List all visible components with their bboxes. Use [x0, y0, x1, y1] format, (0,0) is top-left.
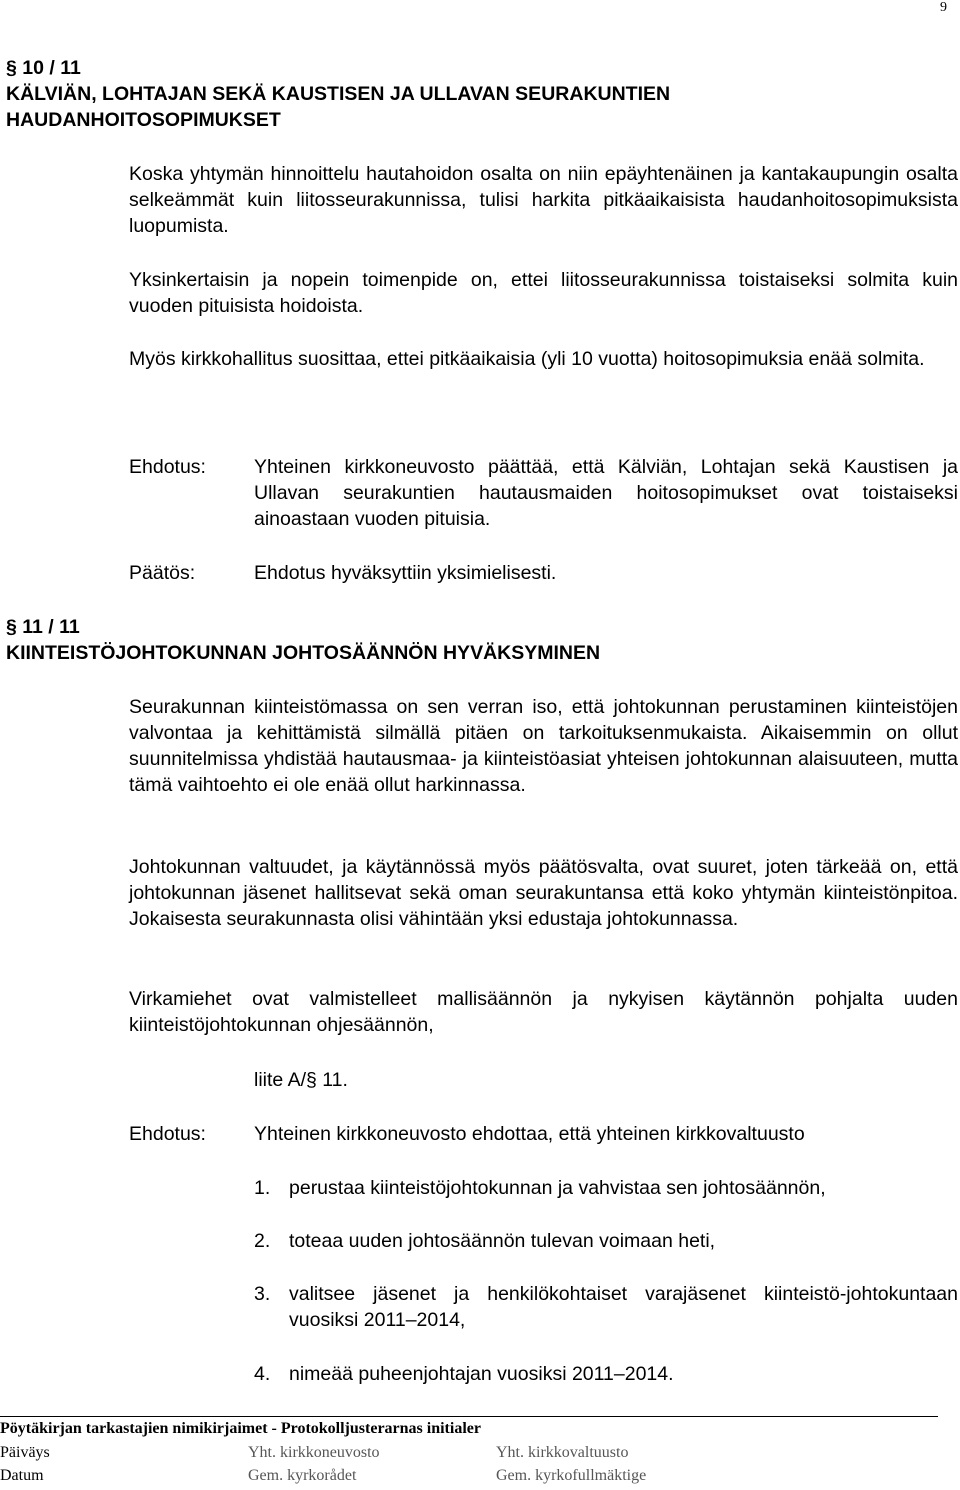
section-11-number: § 11 / 11	[6, 616, 80, 638]
list-item-text: nimeää puheenjohtajan vuosiksi 2011–2014.	[289, 1363, 674, 1385]
section-10-decision-label: Päätös:	[129, 562, 196, 584]
list-item-text: valitsee jäsenet ja henkilökohtaiset varajäsenet kiinteistö-johtokuntaan vuosiksi 2011–2014,	[289, 1283, 958, 1331]
section-10-decision-text: Ehdotus hyväksyttiin yksimielisesti.	[254, 562, 557, 584]
footer-date-label-fi: Päiväys	[0, 1444, 50, 1461]
section-11-paragraph-1: Seurakunnan kiinteistömassa on sen verran iso, että johtokunnan perustaminen kiinteistöjen valvontaa ja kehittämistä silmällä pitäen on tarkoituksenmukaista. Aikaisemmin on ollut suunnitelmissa yhdistää hautausmaa- ja kiinteistöasiat yhteisen johtokunnan alaisuuteen, mutta tämä vaihtoehto ei ole enää ollut harkinnassa.	[129, 696, 958, 796]
footer-church-assembly-fi: Yht. kirkkovaltuusto	[496, 1444, 629, 1461]
list-item-number: 2.	[254, 1230, 271, 1252]
footer-church-council-sv: Gem. kyrkorådet	[248, 1467, 357, 1484]
footer-date-label-sv: Datum	[0, 1467, 44, 1484]
section-10-number: § 10 / 11	[6, 57, 81, 79]
list-item-number: 4.	[254, 1363, 271, 1385]
section-10-title-line1: KÄLVIÄN, LOHTAJAN SEKÄ KAUSTISEN JA ULLAVAN SEURAKUNTIEN	[6, 83, 671, 105]
footer-title: Pöytäkirjan tarkastajien nimikirjaimet - Protokolljusterarnas initialer	[0, 1420, 481, 1437]
page-number: 9	[940, 0, 947, 15]
list-item-number: 1.	[254, 1177, 271, 1199]
footer-church-council-fi: Yht. kirkkoneuvosto	[248, 1444, 380, 1461]
section-10-proposal-label: Ehdotus:	[129, 456, 206, 478]
footer-divider	[0, 1416, 938, 1417]
list-item-number: 3.	[254, 1283, 271, 1305]
section-10-title-line2: HAUDANHOITOSOPIMUKSET	[6, 109, 281, 131]
section-11-heading	[6, 614, 600, 666]
section-11-attachment: liite A/§ 11.	[254, 1069, 348, 1091]
section-10-proposal-text: Yhteinen kirkkoneuvosto päättää, että Kälviän, Lohtajan sekä Kaustisen ja Ullavan seurakuntien hautausmaiden hoitosopimukset ovat toistaiseksi ainoastaan vuoden pituisia.	[254, 456, 958, 530]
section-11-paragraph-3: Virkamiehet ovat valmistelleet mallisäännön ja nykyisen käytännön pohjalta uuden kiinteistöjohtokunnan ohjesäännön,	[129, 988, 958, 1036]
list-item-text: toteaa uuden johtosäännön tulevan voimaan heti,	[289, 1230, 716, 1252]
section-11-proposal-text: Yhteinen kirkkoneuvosto ehdottaa, että yhteinen kirkkovaltuusto	[254, 1123, 805, 1145]
section-11-proposal-label: Ehdotus:	[129, 1123, 206, 1145]
section-10-paragraph-2: Yksinkertaisin ja nopein toimenpide on, ettei liitosseurakunnissa toistaiseksi solmita kuin vuoden pituisista hoidoista.	[129, 269, 958, 317]
footer-church-assembly-sv: Gem. kyrkofullmäktige	[496, 1467, 647, 1484]
section-10-heading	[6, 55, 670, 133]
list-item-text: perustaa kiinteistöjohtokunnan ja vahvistaa sen johtosäännön,	[289, 1177, 826, 1199]
section-11-title: KIINTEISTÖJOHTOKUNNAN JOHTOSÄÄNNÖN HYVÄKSYMINEN	[6, 642, 601, 664]
section-10-paragraph-3: Myös kirkkohallitus suosittaa, ettei pitkäaikaisia (yli 10 vuotta) hoitosopimuksia enää solmita.	[129, 348, 925, 370]
section-11-paragraph-2: Johtokunnan valtuudet, ja käytännössä myös päätösvalta, ovat suuret, joten tärkeää on, että johtokunnan jäsenet hallitsevat sekä oman seurakuntansa että koko yhtymän kiinteistönpitoa. Jokaisesta seurakunnasta olisi vähintään yksi edustaja johtokunnassa.	[129, 856, 958, 930]
section-10-paragraph-1: Koska yhtymän hinnoittelu hautahoidon osalta on niin epäyhtenäinen ja kantakaupungin osalta selkeämmät kuin liitosseurakunnissa, tulisi harkita pitkäaikaisista haudanhoitosopimuksista luopumista.	[129, 163, 958, 237]
